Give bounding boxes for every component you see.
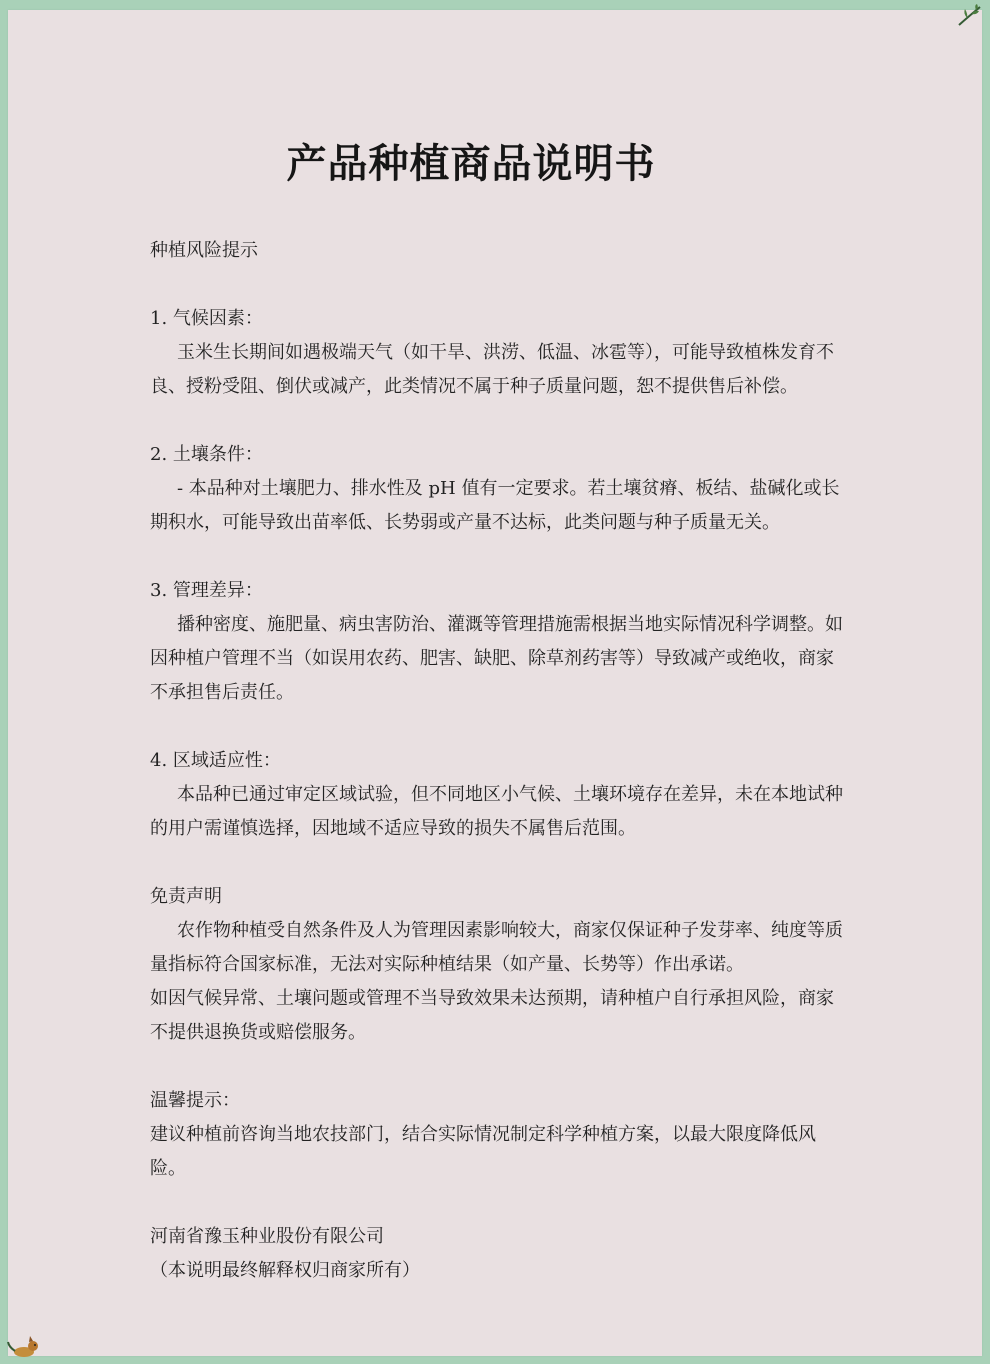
section-heading-risk: 种植风险提示 [150,240,258,261]
paragraph-soil: - 本品种对土壤肥力、排水性及 pH 值有一定要求。若土壤贫瘠、板结、盐碱化或长期积水，可能导致出苗率低、长势弱或产量不达标，此类问题与种子质量无关。 [150,478,840,533]
spacer [150,1186,850,1220]
section-heading-region: 4. 区域适应性： [150,750,281,771]
section-heading-tips: 温馨提示： [150,1090,240,1111]
section-heading-disclaimer: 免责声明 [150,886,222,907]
section-heading-management: 3. 管理差异： [150,580,263,601]
spacer [150,1050,850,1084]
spacer [150,846,850,880]
footer-company: 河南省豫玉种业股份有限公司 [150,1226,384,1247]
footer-note: （本说明最终解释权归商家所有） [150,1260,420,1281]
document-title: 产品种植商品说明书 [286,140,656,187]
cartoon-animal-icon [5,1334,43,1360]
document-body [150,234,850,1288]
spacer [150,710,850,744]
paragraph-management: 播种密度、施肥量、病虫害防治、灌溉等管理措施需根据当地实际情况科学调整。如因种植户管理不当（如误用农药、肥害、缺肥、除草剂药害等）导致减产或绝收，商家不承担售后责任。 [150,614,843,703]
paragraph-region: 本品种已通过审定区域试验，但不同地区小气候、土壤环境存在差异，未在本地试种的用户需谨慎选择，因地域不适应导致的损失不属售后范围。 [150,784,843,839]
document-paper [8,10,982,1356]
paragraph-disclaimer-1: 农作物种植受自然条件及人为管理因素影响较大，商家仅保证种子发芽率、纯度等质量指标符合国家标准，无法对实际种植结果（如产量、长势等）作出承诺。 [150,920,843,975]
section-heading-soil: 2. 土壤条件： [150,444,263,465]
plant-sprig-icon [956,3,984,29]
section-heading-climate: 1. 气候因素： [150,308,263,329]
spacer [150,404,850,438]
paragraph-disclaimer-2: 如因气候异常、土壤问题或管理不当导致效果未达预期，请种植户自行承担风险，商家不提供退换货或赔偿服务。 [150,988,834,1043]
spacer [150,540,850,574]
paragraph-climate: 玉米生长期间如遇极端天气（如干旱、洪涝、低温、冰雹等），可能导致植株发育不良、授粉受阻、倒伏或减产，此类情况不属于种子质量问题，恕不提供售后补偿。 [150,342,834,397]
paragraph-tips: 建议种植前咨询当地农技部门，结合实际情况制定科学种植方案，以最大限度降低风险。 [150,1124,816,1179]
spacer [150,268,850,302]
